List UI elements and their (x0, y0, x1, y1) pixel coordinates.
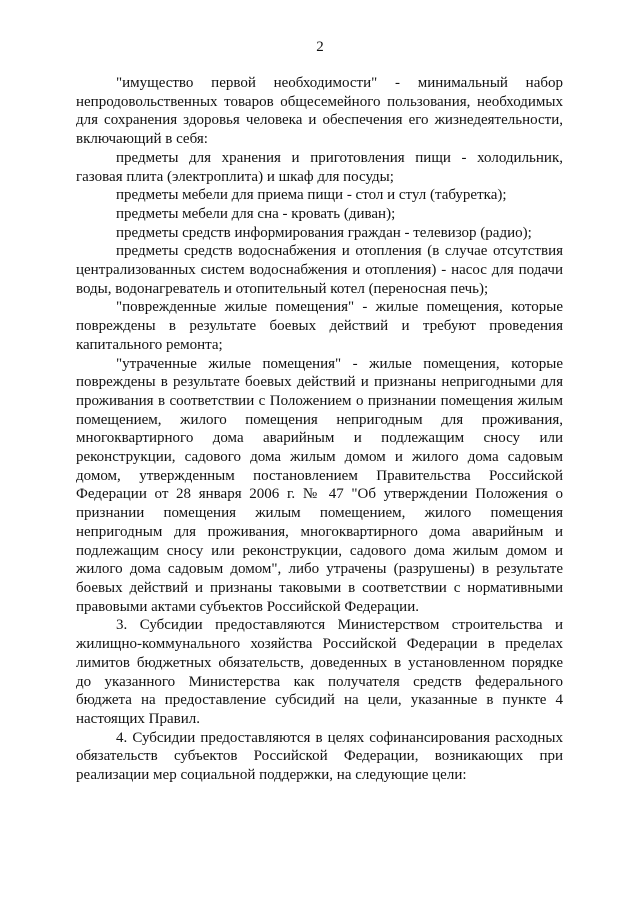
definition-lost-premises: "утраченные жилые помещения" - жилые помещения, которые повреждены в результате боевых действий и признаны непригодными для проживания в соответствии с Положением о признании помещения жилым помещением, жилого помещения непригодным для проживания, многоквартирного дома аварийным и подлежащим сносу или реконструкции, садового дома жилым домом и жилого дома садовым домом, утвержденным постановлением Правительства Российской Федерации от 28 января 2006 г. № 47 "Об утверждении Положения о признании помещения жилым помещением, жилого помещения непригодным для проживания, многоквартирного дома аварийным и подлежащим сносу или реконструкции, садового дома жилым домом и жилого дома садовым домом", либо утрачены (разрушены) в результате боевых действий и признаны таковыми в соответствии с нормативными правовыми актами субъектов Российской Федерации. (76, 355, 563, 615)
list-item-water-heating: предметы средств водоснабжения и отопления (в случае отсутствия централизованных систем водоснабжения и отопления) - насос для подачи воды, водонагреватель и отопительный котел (переносная печь); (76, 243, 563, 297)
list-item-food-storage: предметы для хранения и приготовления пищи - холодильник, газовая плита (электроплита) и шкаф для посуды; (76, 149, 563, 185)
document-body (76, 74, 563, 785)
clause-4: 4. Субсидии предоставляются в целях софинансирования расходных обязательств субъектов Российской Федерации, возникающих при реализации мер социальной поддержки, на следующие цели: (76, 729, 563, 784)
definition-damaged-premises: "поврежденные жилые помещения" - жилые помещения, которые повреждены в результате боевых действий и требуют проведения капитального ремонта; (76, 299, 563, 353)
list-item-information-devices: предметы средств информирования граждан - телевизор (радио); (116, 224, 532, 241)
page-number: 2 (316, 39, 324, 55)
list-item-dining-furniture: предметы мебели для приема пищи - стол и стул (табуретка); (116, 187, 507, 204)
definition-basic-necessities: "имущество первой необходимости" - минимальный набор непродовольственных товаров общесемейного пользования, необходимых для сохранения здоровья человека и обеспечения его жизнедеятельности, включающий в себя: (76, 75, 563, 148)
list-item-sleeping-furniture: предметы мебели для сна - кровать (диван); (116, 205, 396, 222)
clause-3: 3. Субсидии предоставляются Министерством строительства и жилищно-коммунального хозяйства Российской Федерации в пределах лимитов бюджетных обязательств, доведенных в установленном порядке до указанного Министерства как получателя средств федерального бюджета на предоставление субсидий на цели, указанные в пункте 4 настоящих Правил. (76, 617, 563, 727)
